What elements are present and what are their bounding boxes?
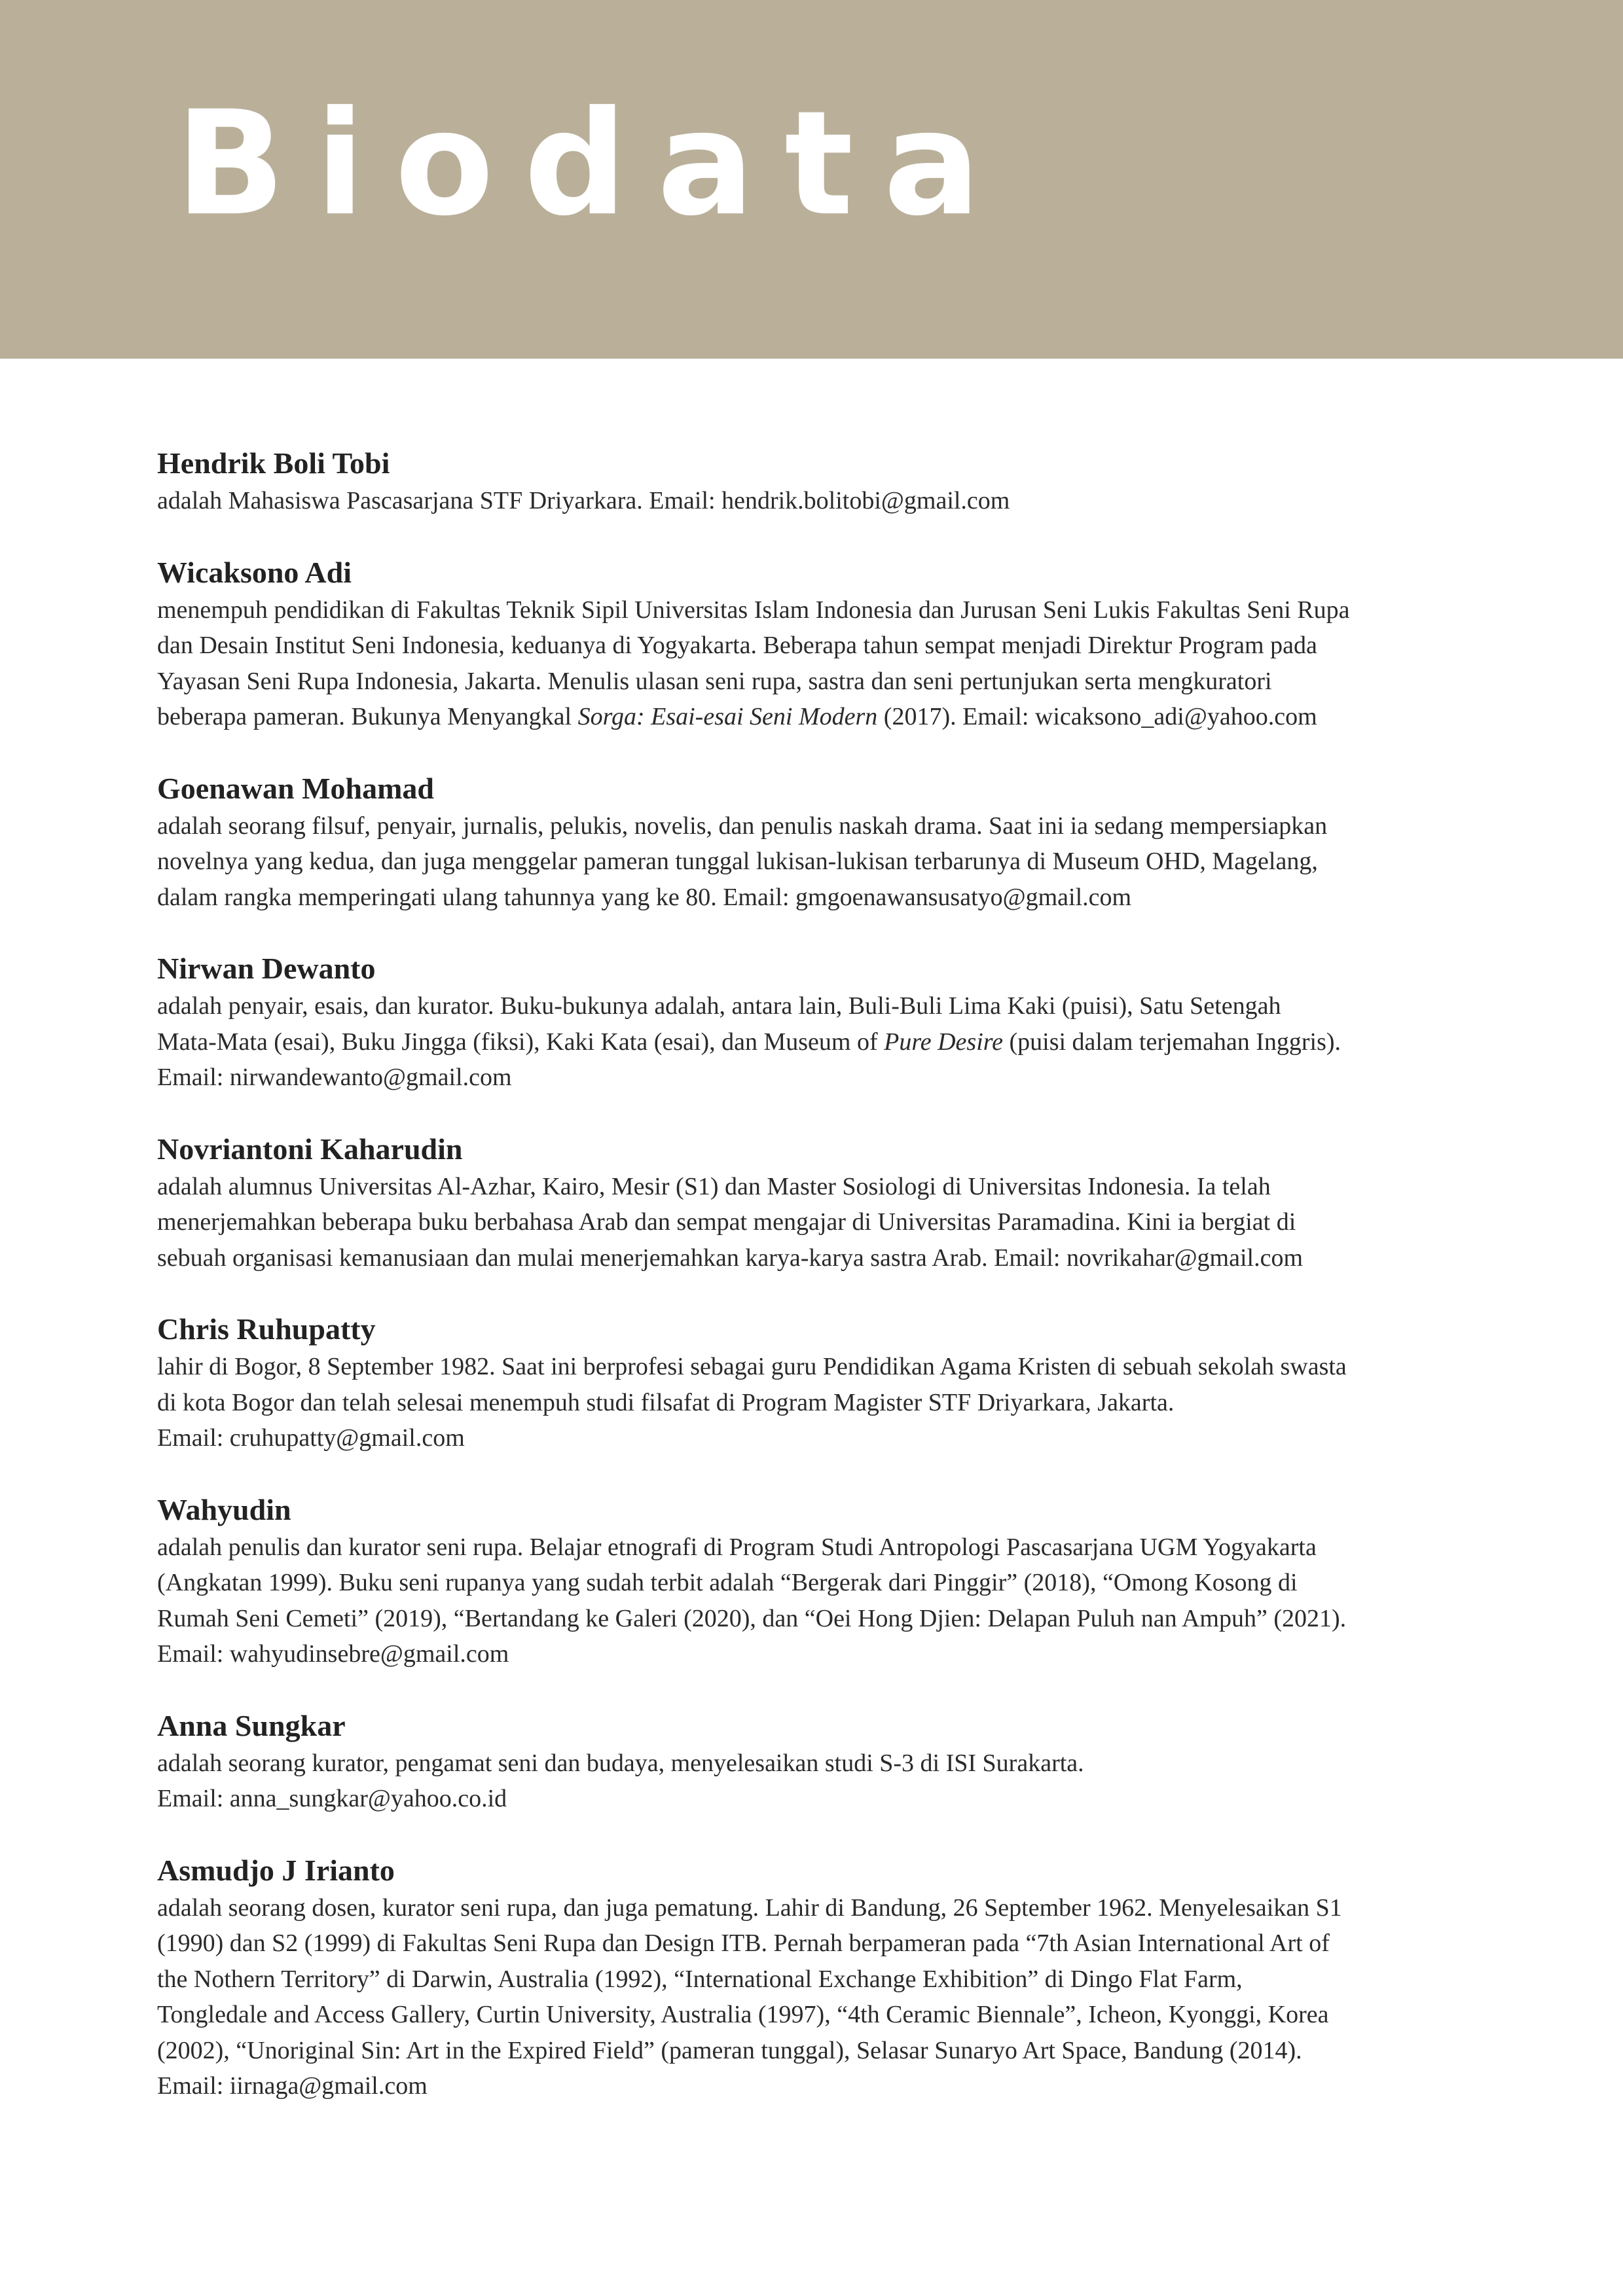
- bio-name: Wicaksono Adi: [157, 555, 352, 589]
- bio-line: novelnya yang kedua, dan juga menggelar pameran tunggal lukisan-lukisan terbarunya di Museum OHD, Magelang,: [157, 848, 1318, 875]
- bio-line: sebuah organisasi kemanusiaan dan mulai menerjemahkan karya-karya sastra Arab. Email: novrikahar@gmail.com: [157, 1244, 1304, 1272]
- bio-line-part: (puisi dalam terjemahan Inggris).: [1003, 1028, 1341, 1056]
- bio-text: [157, 808, 1467, 916]
- bio-name: Wahyudin: [157, 1492, 291, 1526]
- bio-entry-novriantoni: [157, 1130, 1467, 1276]
- bio-line: di kota Bogor dan telah selesai menempuh studi filsafat di Program Magister STF Driyarkara, Jakarta.: [157, 1388, 1175, 1416]
- bio-entry-wicaksono: [157, 553, 1467, 735]
- bio-line: (Angkatan 1999). Buku seni rupanya yang sudah terbit adalah “Bergerak dari Pinggir” (2018), “Omong Kosong di: [157, 1569, 1298, 1596]
- bio-line: menempuh pendidikan di Fakultas Teknik Sipil Universitas Islam Indonesia dan Jurusan Seni Lukis Fakultas Seni Rupa: [157, 596, 1350, 624]
- bio-text: [157, 1530, 1467, 1672]
- bio-text: [157, 1746, 1467, 1817]
- bio-line: Tongledale and Access Gallery, Curtin University, Australia (1997), “4th Ceramic Biennale”, Icheon, Kyonggi, Korea: [157, 2001, 1329, 2028]
- bio-name: Nirwan Dewanto: [157, 952, 376, 985]
- bio-entry-asmudjo: [157, 1851, 1467, 2104]
- bio-line: lahir di Bogor, 8 September 1982. Saat ini berprofesi sebagai guru Pendidikan Agama Kristen di sebuah sekolah swasta: [157, 1353, 1347, 1380]
- bio-line: dalam rangka memperingati ulang tahunnya yang ke 80. Email: gmgoenawansusatyo@gmail.com: [157, 883, 1132, 911]
- bio-entry-goenawan: [157, 769, 1467, 916]
- bio-entry-nirwan: [157, 949, 1467, 1096]
- bio-line: adalah seorang kurator, pengamat seni dan budaya, menyelesaikan studi S-3 di ISI Surakarta.: [157, 1749, 1084, 1777]
- bio-line: (1990) dan S2 (1999) di Fakultas Seni Rupa dan Design ITB. Pernah berpameran pada “7th Asian International Art of: [157, 1929, 1330, 1957]
- bio-line: [157, 699, 1467, 735]
- bio-line: Yayasan Seni Rupa Indonesia, Jakarta. Menulis ulasan seni rupa, sastra dan seni pertunjukan serta mengkuratori: [157, 667, 1272, 695]
- bio-name: Hendrik Boli Tobi: [157, 446, 390, 480]
- bio-line: Email: wahyudinsebre@gmail.com: [157, 1640, 509, 1668]
- bio-text: [157, 592, 1467, 735]
- book-title: Sorga: Esai-esai Seni Modern: [577, 703, 878, 730]
- bio-name: Asmudjo J Irianto: [157, 1853, 395, 1887]
- bio-line-part: (2017). Email: wicaksono_adi@yahoo.com: [877, 703, 1317, 730]
- bio-entry-wahyudin: [157, 1490, 1467, 1672]
- bio-line: the Nothern Territory” di Darwin, Australia (1992), “International Exchange Exhibition” di Dingo Flat Farm,: [157, 1965, 1243, 1993]
- bio-entry-hendrik: [157, 444, 1467, 519]
- bio-line-part: Mata-Mata (esai), Buku Jingga (fiksi), Kaki Kata (esai), dan Museum of: [157, 1028, 884, 1056]
- bio-entry-chris: [157, 1310, 1467, 1456]
- bio-line: Email: cruhupatty@gmail.com: [157, 1424, 465, 1452]
- book-title: Pure Desire: [884, 1028, 1003, 1056]
- bio-line: menerjemahkan beberapa buku berbahasa Arab dan sempat mengajar di Universitas Paramadina. Kini ia bergiat di: [157, 1208, 1296, 1236]
- header-band: [0, 0, 1623, 359]
- bio-line: adalah penulis dan kurator seni rupa. Belajar etnografi di Program Studi Antropologi Pascasarjana UGM Yogyakarta: [157, 1533, 1317, 1561]
- bio-line: Email: anna_sungkar@yahoo.co.id: [157, 1785, 507, 1812]
- bio-text: [157, 1349, 1467, 1456]
- bio-line: adalah seorang filsuf, penyair, jurnalis, pelukis, novelis, dan penulis naskah drama. Saat ini ia sedang mempersiapkan: [157, 812, 1328, 840]
- bio-name: Goenawan Mohamad: [157, 771, 434, 805]
- bio-name: Chris Ruhupatty: [157, 1312, 376, 1346]
- bio-text: [157, 1890, 1467, 2104]
- bio-line-part: beberapa pameran. Bukunya Menyangkal: [157, 703, 578, 730]
- bio-line: Email: nirwandewanto@gmail.com: [157, 1064, 512, 1091]
- bio-line: adalah alumnus Universitas Al-Azhar, Kairo, Mesir (S1) dan Master Sosiologi di Universitas Indonesia. Ia telah: [157, 1172, 1271, 1200]
- bio-name: Anna Sungkar: [157, 1708, 346, 1742]
- bio-list: [157, 444, 1467, 2138]
- bio-text: [157, 988, 1467, 1096]
- bio-line: [157, 1024, 1467, 1060]
- bio-line: adalah penyair, esais, dan kurator. Buku-bukunya adalah, antara lain, Buli-Buli Lima Kaki (puisi), Satu Setengah: [157, 992, 1281, 1020]
- bio-entry-anna: [157, 1706, 1467, 1817]
- bio-line: (2002), “Unoriginal Sin: Art in the Expired Field” (pameran tunggal), Selasar Sunaryo Art Space, Bandung (2014).: [157, 2036, 1302, 2064]
- page-title: Biodata: [175, 80, 1011, 247]
- bio-line: dan Desain Institut Seni Indonesia, keduanya di Yogyakarta. Beberapa tahun sempat menjadi Direktur Program pada: [157, 632, 1317, 659]
- bio-line: adalah seorang dosen, kurator seni rupa, dan juga pematung. Lahir di Bandung, 26 September 1962. Menyelesaikan S1: [157, 1893, 1342, 1922]
- bio-line: Email: iirnaga@gmail.com: [157, 2072, 428, 2100]
- bio-line: Rumah Seni Cemeti” (2019), “Bertandang ke Galeri (2020), dan “Oei Hong Djien: Delapan Puluh nan Ampuh” (2021).: [157, 1604, 1347, 1632]
- bio-name: Novriantoni Kaharudin: [157, 1132, 463, 1166]
- bio-text: [157, 483, 1467, 519]
- bio-line: adalah Mahasiswa Pascasarjana STF Driyarkara. Email: hendrik.bolitobi@gmail.com: [157, 487, 1010, 514]
- bio-text: [157, 1169, 1467, 1276]
